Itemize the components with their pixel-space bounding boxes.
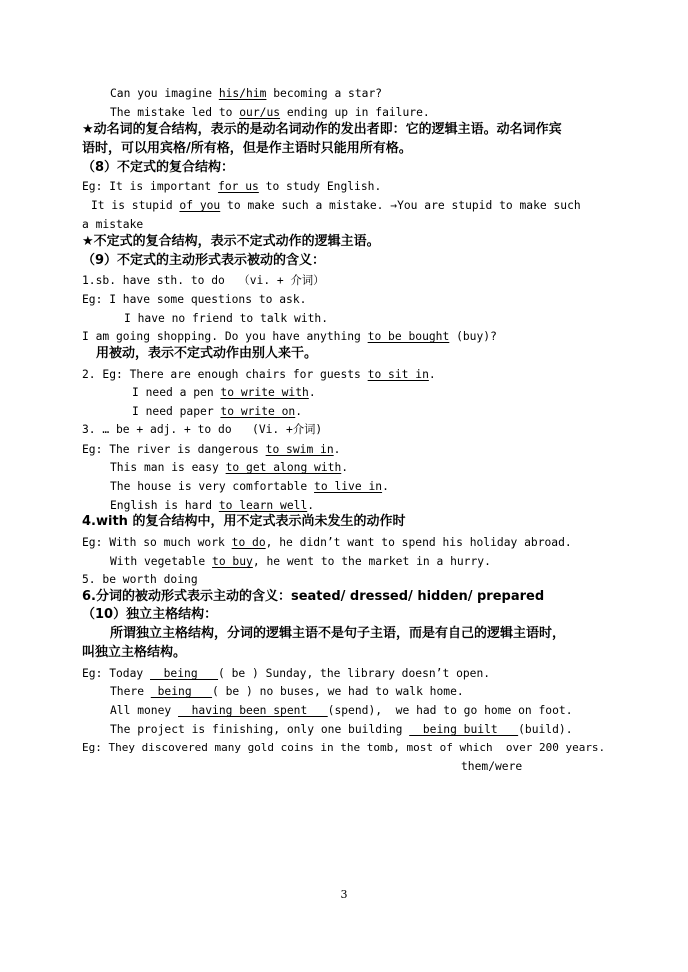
section-heading: 6.分词的被动形式表示主动的含义：seated/ dressed/ hidden/ prepared <box>82 589 545 604</box>
text-line: I have no friend to talk with. <box>124 312 329 325</box>
text-line: The project is finishing, only one building __being built___(build). <box>110 723 573 736</box>
text-line: The house is very comfortable to live in. <box>110 480 389 493</box>
text-line: With vegetable to buy, he went to the market in a hurry. <box>110 555 491 568</box>
note-line: 语时，可以用宾格/所有格，但是作主语时只能用所有格。 <box>82 141 412 156</box>
text-line: I need a pen to write with. <box>132 386 316 399</box>
text-line: Eg: The river is dangerous to swim in. <box>82 443 341 456</box>
text-line: 3. … be + adj. + to do (Vi. +介词) <box>82 423 323 436</box>
text-line: 1.sb. have sth. to do （vi. + 介词） <box>82 274 325 287</box>
text-line: them/were <box>461 760 523 773</box>
text-line: Eg: I have some questions to ask. <box>82 293 307 306</box>
text-line: a mistake <box>82 218 144 231</box>
text-line: English is hard to learn well. <box>110 499 315 512</box>
note-line: 叫独立主格结构。 <box>82 645 187 660</box>
text-line: There _being___( be ) no buses, we had to walk home. <box>110 685 464 698</box>
text-line: The mistake led to our/us ending up in failure. <box>110 106 430 119</box>
text-line: Can you imagine his/him becoming a star? <box>110 87 383 100</box>
text-line: I need paper to write on. <box>132 405 303 418</box>
note-line: ★不定式的复合结构，表示不定式动作的逻辑主语。 <box>82 234 380 249</box>
text-line: It is stupid of you to make such a mistake. →You are stupid to make such <box>91 199 581 212</box>
text-line: 2. Eg: There are enough chairs for guests to sit in. <box>82 368 436 381</box>
note-line: 所谓独立主格结构，分词的逻辑主语不是句子主语，而是有自己的逻辑主语时， <box>110 626 566 641</box>
section-heading: （10）独立主格结构： <box>82 607 218 622</box>
text-line: All money __having been spent___(spend), we had to go home on foot. <box>110 704 573 717</box>
section-heading: （9）不定式的主动形式表示被动的含义： <box>82 253 326 268</box>
text-line: 5. be worth doing <box>82 573 198 586</box>
section-heading: （8）不定式的复合结构： <box>82 160 235 175</box>
text-line: Eg: Today __being___( be ) Sunday, the library doesn’t open. <box>82 667 491 680</box>
page-number: 3 <box>340 888 348 901</box>
text-line: Eg: They discovered many gold coins in the tomb, most of which over 200 years. <box>82 741 606 754</box>
text-line: This man is easy to get along with. <box>110 461 349 474</box>
note-line: ★动名词的复合结构，表示的是动名词动作的发出者即：它的逻辑主语。动名词作宾 <box>82 122 562 137</box>
text-line: Eg: It is important for us to study English. <box>82 180 382 193</box>
section-heading: 4.with 的复合结构中，用不定式表示尚未发生的动作时 <box>82 514 406 529</box>
text-line: I am going shopping. Do you have anything to be bought (buy)? <box>82 330 497 343</box>
text-line: Eg: With so much work to do, he didn’t want to spend his holiday abroad. <box>82 536 572 549</box>
note-line: 用被动，表示不定式动作由别人来干。 <box>96 346 318 361</box>
